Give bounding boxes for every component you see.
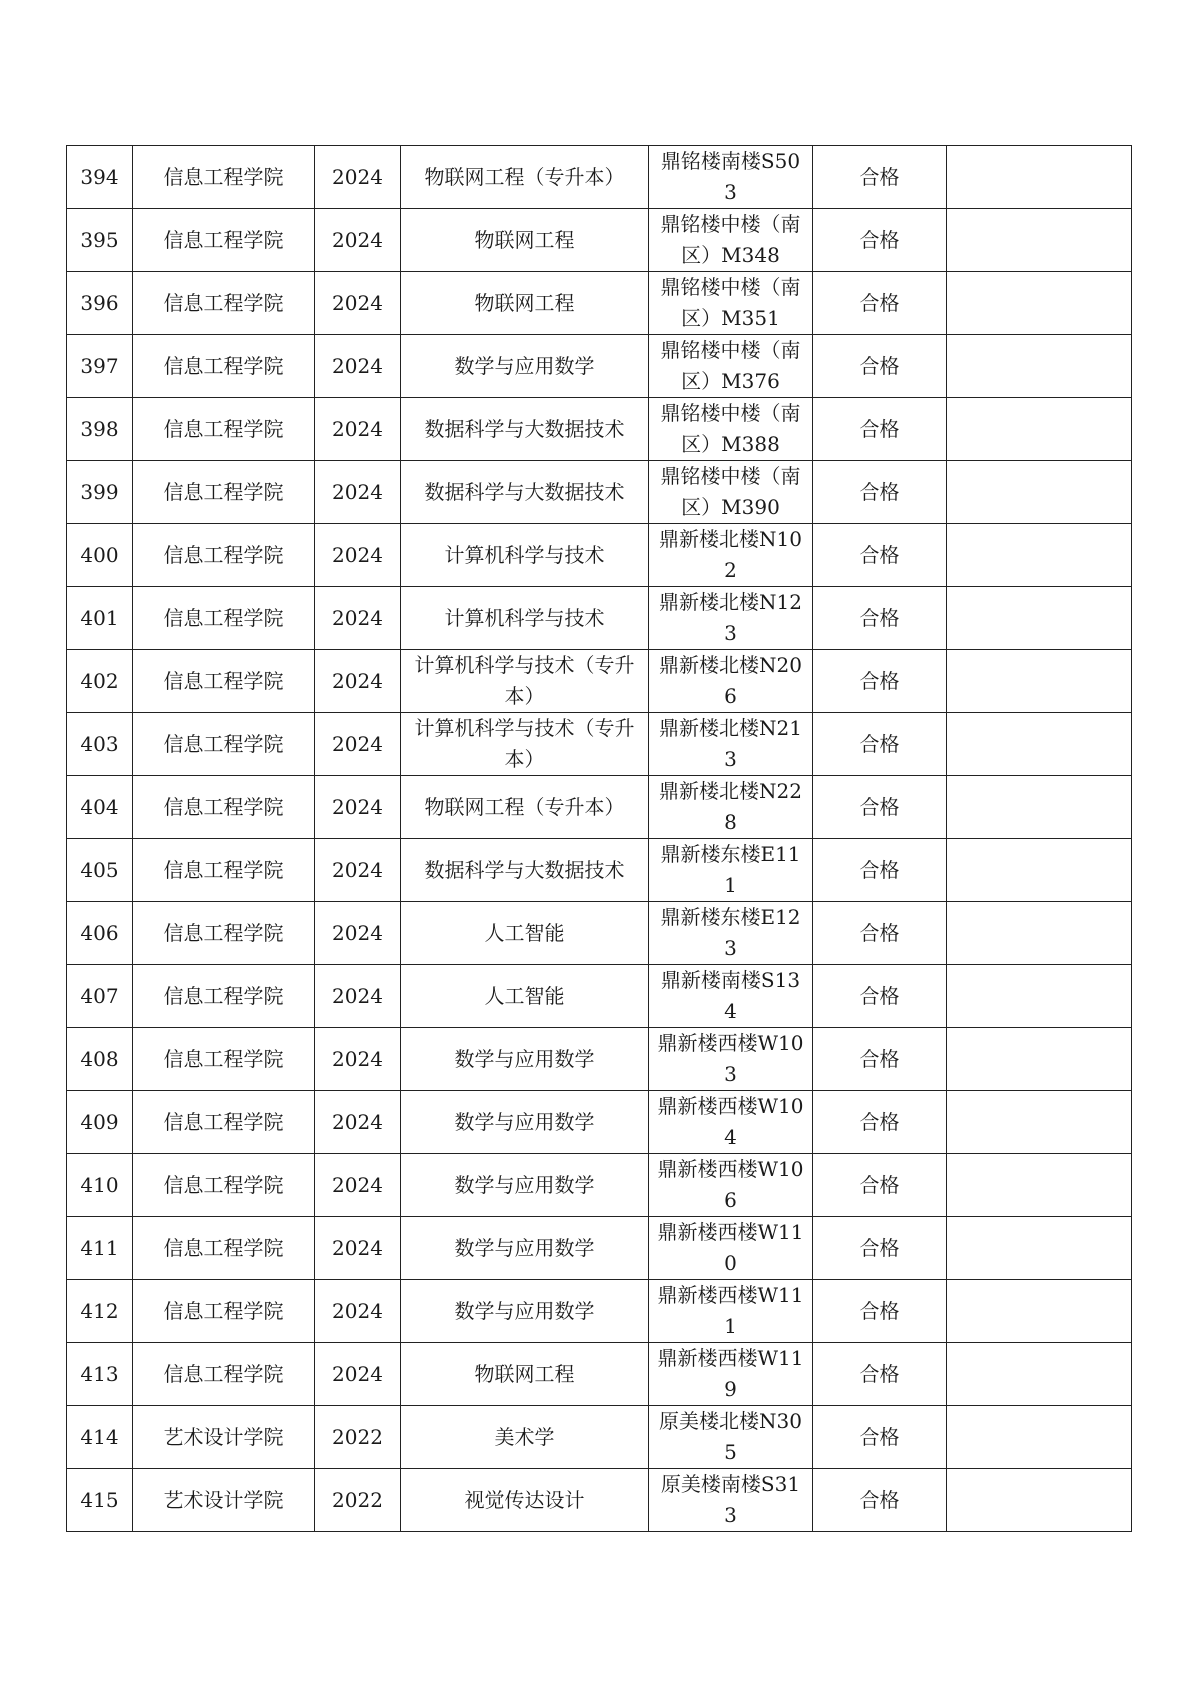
result-cell: 合格 [813,902,947,965]
remark-cell [947,146,1132,209]
row-number-cell: 410 [67,1154,133,1217]
table-row [67,1154,1132,1217]
result-cell: 合格 [813,1217,947,1280]
table-row [67,713,1132,776]
table-row [67,524,1132,587]
grade-year-cell: 2024 [315,650,401,713]
grade-year-cell: 2024 [315,902,401,965]
remark-cell [947,713,1132,776]
row-number-cell: 406 [67,902,133,965]
result-cell: 合格 [813,209,947,272]
row-number-cell: 401 [67,587,133,650]
row-number-cell: 411 [67,1217,133,1280]
classroom-cell: 鼎新楼南楼S134 [649,965,813,1028]
major-cell: 人工智能 [401,902,649,965]
major-cell: 计算机科学与技术（专升本） [401,650,649,713]
remark-cell [947,1280,1132,1343]
grade-year-cell: 2024 [315,146,401,209]
college-cell: 信息工程学院 [133,650,315,713]
grade-year-cell: 2024 [315,524,401,587]
grade-year-cell: 2024 [315,398,401,461]
table-row [67,839,1132,902]
result-cell: 合格 [813,587,947,650]
college-cell: 信息工程学院 [133,398,315,461]
college-cell: 信息工程学院 [133,272,315,335]
major-cell: 物联网工程 [401,209,649,272]
row-number-cell: 394 [67,146,133,209]
table-row [67,1343,1132,1406]
major-cell: 计算机科学与技术 [401,587,649,650]
college-cell: 信息工程学院 [133,776,315,839]
result-cell: 合格 [813,1154,947,1217]
grade-year-cell: 2024 [315,209,401,272]
row-number-cell: 402 [67,650,133,713]
table-row [67,1217,1132,1280]
grade-year-cell: 2024 [315,839,401,902]
grade-year-cell: 2024 [315,461,401,524]
table-row [67,272,1132,335]
major-cell: 数据科学与大数据技术 [401,839,649,902]
result-cell: 合格 [813,713,947,776]
table-row [67,776,1132,839]
major-cell: 数学与应用数学 [401,1091,649,1154]
row-number-cell: 414 [67,1406,133,1469]
remark-cell [947,1154,1132,1217]
row-number-cell: 409 [67,1091,133,1154]
college-cell: 信息工程学院 [133,461,315,524]
major-cell: 人工智能 [401,965,649,1028]
grade-year-cell: 2024 [315,272,401,335]
classroom-cell: 鼎铭楼中楼（南区）M376 [649,335,813,398]
classroom-cell: 鼎铭楼中楼（南区）M351 [649,272,813,335]
classroom-cell: 鼎新楼西楼W111 [649,1280,813,1343]
row-number-cell: 407 [67,965,133,1028]
table-row [67,1406,1132,1469]
result-cell: 合格 [813,335,947,398]
result-cell: 合格 [813,461,947,524]
result-cell: 合格 [813,1091,947,1154]
inspection-results-table [66,145,1132,1532]
college-cell: 艺术设计学院 [133,1406,315,1469]
major-cell: 数学与应用数学 [401,1028,649,1091]
row-number-cell: 398 [67,398,133,461]
grade-year-cell: 2024 [315,1028,401,1091]
major-cell: 计算机科学与技术（专升本） [401,713,649,776]
grade-year-cell: 2024 [315,587,401,650]
row-number-cell: 397 [67,335,133,398]
grade-year-cell: 2024 [315,1154,401,1217]
grade-year-cell: 2024 [315,965,401,1028]
table-row [67,1280,1132,1343]
remark-cell [947,524,1132,587]
classroom-cell: 原美楼北楼N305 [649,1406,813,1469]
grade-year-cell: 2024 [315,1091,401,1154]
remark-cell [947,1406,1132,1469]
table-body [67,146,1132,1532]
college-cell: 信息工程学院 [133,1028,315,1091]
row-number-cell: 413 [67,1343,133,1406]
table-row [67,965,1132,1028]
major-cell: 物联网工程 [401,1343,649,1406]
remark-cell [947,1091,1132,1154]
row-number-cell: 412 [67,1280,133,1343]
major-cell: 数学与应用数学 [401,1154,649,1217]
classroom-cell: 鼎铭楼中楼（南区）M390 [649,461,813,524]
classroom-cell: 鼎铭楼中楼（南区）M388 [649,398,813,461]
college-cell: 信息工程学院 [133,1280,315,1343]
remark-cell [947,209,1132,272]
row-number-cell: 403 [67,713,133,776]
row-number-cell: 395 [67,209,133,272]
result-cell: 合格 [813,1343,947,1406]
classroom-cell: 鼎新楼北楼N213 [649,713,813,776]
remark-cell [947,1343,1132,1406]
classroom-cell: 鼎铭楼南楼S503 [649,146,813,209]
college-cell: 信息工程学院 [133,839,315,902]
result-cell: 合格 [813,1280,947,1343]
classroom-cell: 鼎新楼北楼N102 [649,524,813,587]
table-row [67,398,1132,461]
remark-cell [947,461,1132,524]
grade-year-cell: 2024 [315,1217,401,1280]
table-row [67,461,1132,524]
classroom-cell: 鼎新楼东楼E123 [649,902,813,965]
result-cell: 合格 [813,1028,947,1091]
classroom-cell: 原美楼南楼S313 [649,1469,813,1532]
classroom-cell: 鼎新楼北楼N206 [649,650,813,713]
grade-year-cell: 2024 [315,713,401,776]
classroom-cell: 鼎新楼西楼W104 [649,1091,813,1154]
major-cell: 计算机科学与技术 [401,524,649,587]
major-cell: 物联网工程 [401,272,649,335]
college-cell: 信息工程学院 [133,1154,315,1217]
college-cell: 信息工程学院 [133,146,315,209]
remark-cell [947,587,1132,650]
college-cell: 信息工程学院 [133,524,315,587]
table-row [67,650,1132,713]
table-row [67,209,1132,272]
college-cell: 艺术设计学院 [133,1469,315,1532]
college-cell: 信息工程学院 [133,965,315,1028]
major-cell: 物联网工程（专升本） [401,146,649,209]
remark-cell [947,272,1132,335]
remark-cell [947,1028,1132,1091]
result-cell: 合格 [813,965,947,1028]
table-row [67,146,1132,209]
college-cell: 信息工程学院 [133,1091,315,1154]
result-cell: 合格 [813,650,947,713]
major-cell: 数据科学与大数据技术 [401,461,649,524]
major-cell: 数学与应用数学 [401,1217,649,1280]
row-number-cell: 399 [67,461,133,524]
table-row [67,1028,1132,1091]
grade-year-cell: 2022 [315,1469,401,1532]
row-number-cell: 400 [67,524,133,587]
classroom-cell: 鼎新楼西楼W103 [649,1028,813,1091]
grade-year-cell: 2024 [315,1343,401,1406]
grade-year-cell: 2024 [315,1280,401,1343]
college-cell: 信息工程学院 [133,335,315,398]
table-row [67,1469,1132,1532]
remark-cell [947,902,1132,965]
remark-cell [947,335,1132,398]
remark-cell [947,965,1132,1028]
major-cell: 数据科学与大数据技术 [401,398,649,461]
row-number-cell: 405 [67,839,133,902]
college-cell: 信息工程学院 [133,1217,315,1280]
result-cell: 合格 [813,1469,947,1532]
classroom-cell: 鼎新楼北楼N228 [649,776,813,839]
remark-cell [947,776,1132,839]
major-cell: 视觉传达设计 [401,1469,649,1532]
grade-year-cell: 2024 [315,335,401,398]
table-row [67,1091,1132,1154]
row-number-cell: 404 [67,776,133,839]
major-cell: 数学与应用数学 [401,335,649,398]
college-cell: 信息工程学院 [133,209,315,272]
classroom-cell: 鼎新楼西楼W106 [649,1154,813,1217]
result-cell: 合格 [813,524,947,587]
remark-cell [947,1217,1132,1280]
major-cell: 数学与应用数学 [401,1280,649,1343]
result-cell: 合格 [813,398,947,461]
college-cell: 信息工程学院 [133,587,315,650]
remark-cell [947,1469,1132,1532]
result-cell: 合格 [813,272,947,335]
table-row [67,902,1132,965]
row-number-cell: 396 [67,272,133,335]
college-cell: 信息工程学院 [133,1343,315,1406]
grade-year-cell: 2024 [315,776,401,839]
table-row [67,587,1132,650]
row-number-cell: 408 [67,1028,133,1091]
result-cell: 合格 [813,1406,947,1469]
remark-cell [947,839,1132,902]
classroom-cell: 鼎新楼东楼E111 [649,839,813,902]
grade-year-cell: 2022 [315,1406,401,1469]
major-cell: 美术学 [401,1406,649,1469]
major-cell: 物联网工程（专升本） [401,776,649,839]
result-cell: 合格 [813,839,947,902]
remark-cell [947,650,1132,713]
college-cell: 信息工程学院 [133,713,315,776]
college-cell: 信息工程学院 [133,902,315,965]
result-cell: 合格 [813,776,947,839]
row-number-cell: 415 [67,1469,133,1532]
classroom-cell: 鼎新楼西楼W110 [649,1217,813,1280]
classroom-cell: 鼎新楼北楼N123 [649,587,813,650]
table-row [67,335,1132,398]
remark-cell [947,398,1132,461]
result-cell: 合格 [813,146,947,209]
classroom-cell: 鼎新楼西楼W119 [649,1343,813,1406]
classroom-cell: 鼎铭楼中楼（南区）M348 [649,209,813,272]
